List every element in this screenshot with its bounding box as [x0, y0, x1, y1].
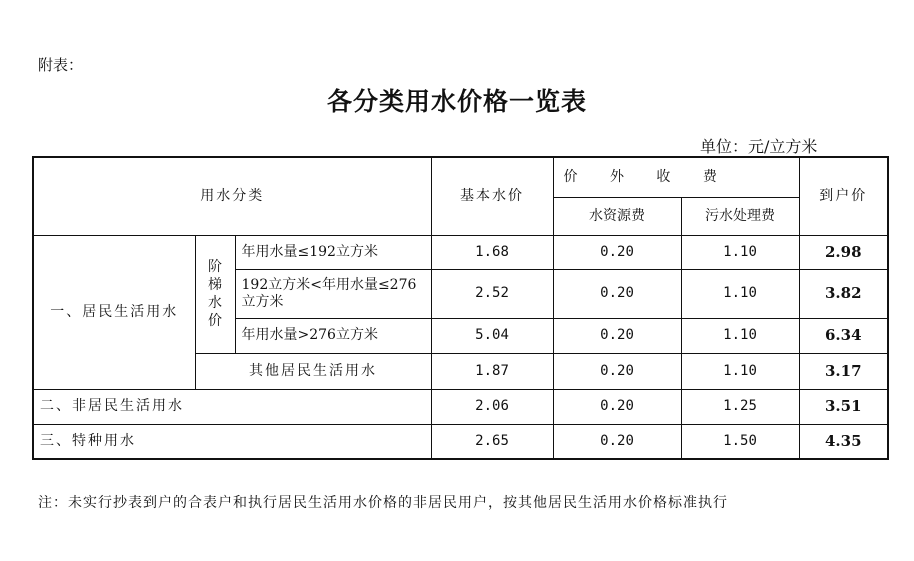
header-category: 用水分类 [33, 157, 431, 235]
footnote: 注：未实行抄表到户的合表户和执行居民生活用水价格的非居民用户，按其他居民生活用水价格标准执行 [38, 495, 728, 511]
table-row [33, 235, 888, 269]
attachment-label: 附表： [38, 56, 84, 74]
tier-3-resource: 0.20 [553, 318, 681, 353]
header-sewage-fee: 污水处理费 [681, 197, 799, 235]
special-total: 4.35 [799, 424, 888, 459]
other-residential-sewage: 1.10 [681, 353, 799, 389]
water-price-table [32, 156, 889, 460]
special-resource: 0.20 [553, 424, 681, 459]
other-residential-resource: 0.20 [553, 353, 681, 389]
non-residential-sewage: 1.25 [681, 389, 799, 424]
other-residential-desc: 其他居民生活用水 [195, 353, 431, 389]
special-base: 2.65 [431, 424, 553, 459]
tier-2-resource: 0.20 [553, 269, 681, 318]
special-sewage: 1.50 [681, 424, 799, 459]
unit-label: 单位：元/立方米 [700, 137, 818, 156]
tier-1-base: 1.68 [431, 235, 553, 269]
header-surcharge: 价 外 收 费 [553, 157, 799, 197]
tier-3-sewage: 1.10 [681, 318, 799, 353]
tier-1-resource: 0.20 [553, 235, 681, 269]
residential-label: 一、居民生活用水 [33, 235, 195, 389]
table-row [33, 389, 888, 424]
page-title: 各分类用水价格一览表 [326, 87, 587, 116]
tier-2-desc: 192立方米<年用水量≤276立方米 [235, 269, 431, 318]
tier-2-base: 2.52 [431, 269, 553, 318]
tier-1-sewage: 1.10 [681, 235, 799, 269]
tier-2-total: 3.82 [799, 269, 888, 318]
tier-3-desc: 年用水量>276立方米 [235, 318, 431, 353]
tier-1-desc: 年用水量≤192立方米 [235, 235, 431, 269]
other-residential-base: 1.87 [431, 353, 553, 389]
non-residential-label: 二、非居民生活用水 [33, 389, 431, 424]
table-row [33, 424, 888, 459]
header-total-price: 到户价 [799, 157, 888, 235]
tier-pricing-label: 阶 梯 水 价 [195, 235, 235, 353]
header-base-price: 基本水价 [431, 157, 553, 235]
non-residential-total: 3.51 [799, 389, 888, 424]
special-label: 三、特种用水 [33, 424, 431, 459]
tier-2-sewage: 1.10 [681, 269, 799, 318]
tier-3-base: 5.04 [431, 318, 553, 353]
tier-3-total: 6.34 [799, 318, 888, 353]
header-water-resource-fee: 水资源费 [553, 197, 681, 235]
tier-1-total: 2.98 [799, 235, 888, 269]
non-residential-base: 2.06 [431, 389, 553, 424]
other-residential-total: 3.17 [799, 353, 888, 389]
non-residential-resource: 0.20 [553, 389, 681, 424]
